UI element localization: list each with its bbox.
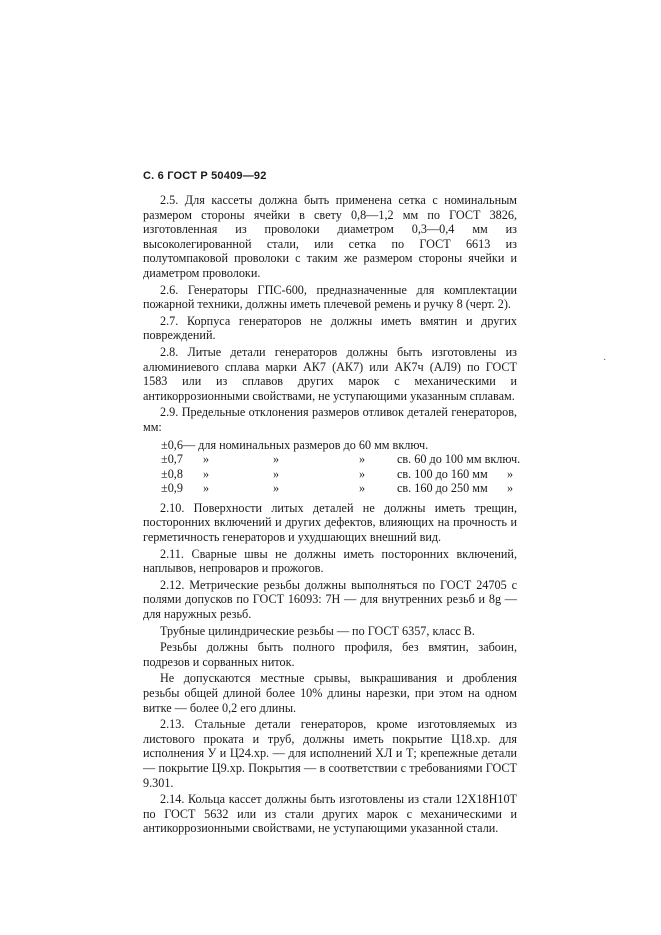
paragraph-2-9: 2.9. Предельные отклонения размеров отливок деталей генераторов, мм: [143,405,517,434]
tolerance-value: ±0,8 [161,466,183,481]
paragraph-2-12-pipe-threads: Трубные цилиндрические резьбы — по ГОСТ 6357, класс В. [160,623,475,638]
ditto-mark: » [507,466,514,481]
tolerance-row [143,452,521,467]
size-range: св. 100 до 160 мм [397,466,488,481]
ditto-mark: » [359,466,366,481]
paragraph-2-6: 2.6. Генераторы ГПС-600, предназначенные для комплектации пожарной техники, должны иметь плечевой ремень и ручку 8 (черт. 2). [143,282,517,312]
paragraph-2-12: 2.12. Метрические резьбы должны выполняться по ГОСТ 24705 с полями допусков по ГОСТ 16093: 7Н — для внутренних резьб и 8g — для наружных резьб. [143,577,517,622]
ditto-mark: » [273,481,280,496]
ditto-mark: » [359,481,366,496]
tolerance-list [143,437,521,496]
scan-mark: · [603,355,607,366]
paragraph-2-5: 2.5. Для кассеты должна быть применена сетка с номинальным размером стороны ячейки в свету 0,8—1,2 мм по ГОСТ 3826, изготовленная из проволоки диаметром 0,3—0,4 мм из высоколегированной стали, или сетка по ГОСТ 6613 из полутомпаковой проволоки с таким же размером стороны ячейки и диаметром проволоки. [143,193,517,280]
tolerance-row [143,438,517,453]
paragraph-2-10: 2.10. Поверхности литых деталей не должны иметь трещин, посторонних включений и других дефектов, влияющих на прочность и герметичность генераторов и ухудшающих внешний вид. [143,500,517,545]
paragraph-2-13: 2.13. Стальные детали генераторов, кроме изготовляемых из листового проката и труб, должны иметь покрытие Ц18.хр. для исполнения У и Ц24.хр. — для исполнений ХЛ и Т; крепежные детали — покрытие Ц9.хр. Покрытия — в соответствии с требованиями ГОСТ 9.301. [143,717,517,790]
ditto-mark: » [359,452,366,467]
paragraph-2-12-profile: Резьбы должны быть полного профиля, без вмятин, забоин, подрезов и сорванных ниток. [143,640,517,669]
paragraph-2-11: 2.11. Сварные швы не должны иметь посторонних включений, наплывов, непроваров и прожогов. [143,546,517,576]
tolerance-value: ±0,6 [161,437,183,452]
paragraph-2-12-defects: Не допускаются местные срывы, выкрашивания и дробления резьбы общей длиной более 10% длины нарезки, при этом на одном витке — более 0,2 его длины. [143,671,517,715]
page-header: С. 6 ГОСТ Р 50409—92 [143,170,267,182]
ditto-mark: » [273,452,280,467]
ditto-mark: » [203,452,210,467]
size-range: св. 160 до 250 мм [397,481,488,496]
tolerance-value: ±0,9 [161,481,183,496]
tolerance-value: ±0,7 [161,452,183,467]
document-body [143,193,521,838]
paragraph-2-8: 2.8. Литые детали генераторов должны быть изготовлены из алюминиевого сплава марки АК7 (АК7) или АК7ч (АЛ9) по ГОСТ 1583 или из сплавов других марок с механическими и антикоррозионными свойствами, не уступающими указанным сплавам. [143,344,517,403]
size-range: св. 60 до 100 мм включ. [397,452,521,467]
ditto-mark [507,452,517,467]
ditto-mark: » [203,466,210,481]
ditto-mark: » [273,466,280,481]
ditto-mark: » [203,481,210,496]
paragraph-2-7: 2.7. Корпуса генераторов не должны иметь вмятин и других повреждений. [143,313,517,343]
tolerance-row [143,481,517,496]
tolerance-text: — для номинальных размеров до 60 мм включ. [182,437,429,452]
ditto-mark: » [507,481,514,496]
tolerance-row [143,467,517,482]
paragraph-2-14: 2.14. Кольца кассет должны быть изготовлены из стали 12Х18Н10Т по ГОСТ 5632 или из стали других марок с механическими и антикоррозионными свойствами, не уступающими указанной стали. [143,792,517,836]
